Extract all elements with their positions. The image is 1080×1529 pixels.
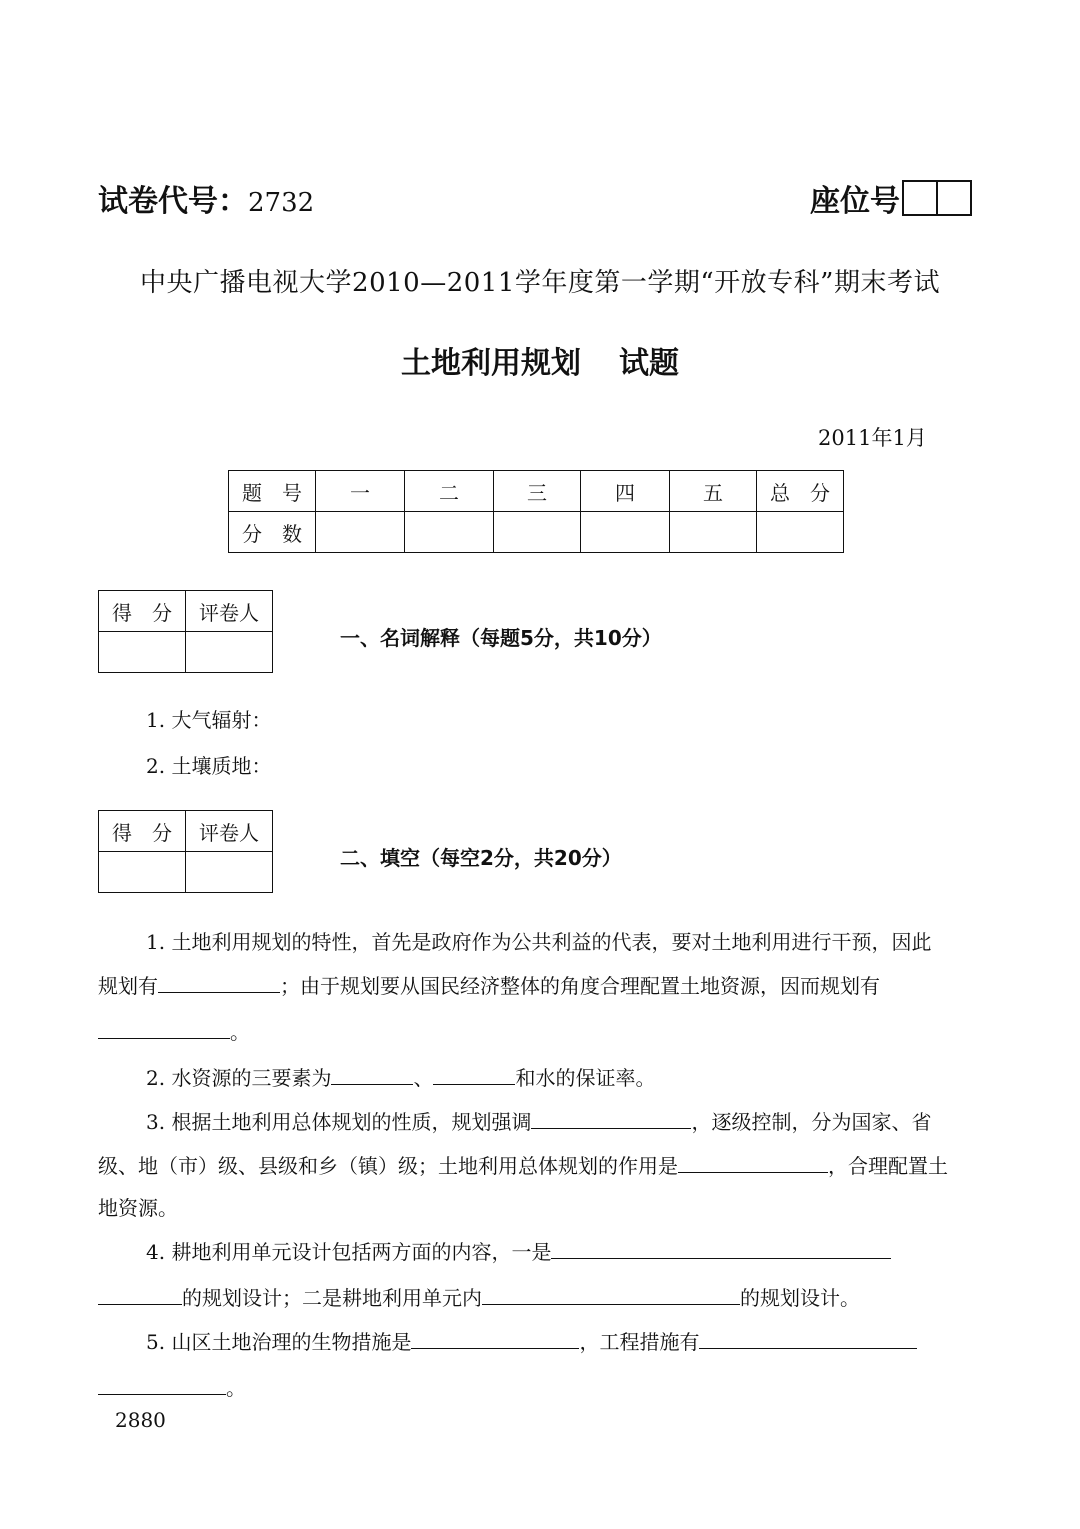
question-text: 5. 山区土地治理的生物措施是 <box>146 1330 412 1354</box>
subject-name: 土地利用规划 <box>401 346 581 381</box>
question-4-line2 <box>98 1286 860 1310</box>
question-text: 4. 耕地利用单元设计包括两方面的内容，一是 <box>146 1240 552 1264</box>
question-3-line3: 地资源。 <box>98 1196 178 1220</box>
grader-score-cell[interactable] <box>99 852 186 893</box>
grader-reviewer-cell[interactable] <box>186 632 273 673</box>
question-4-line1 <box>146 1240 891 1264</box>
question-text: 。 <box>226 1376 246 1400</box>
answer-blank[interactable] <box>158 991 280 993</box>
answer-blank[interactable] <box>482 1303 740 1305</box>
question-text: 的规划设计；二是耕地利用单元内 <box>182 1286 482 1310</box>
answer-blank[interactable] <box>331 1083 413 1085</box>
score-table-cell: 三 <box>494 471 581 512</box>
score-table-cell: 题 号 <box>229 471 316 512</box>
answer-blank[interactable] <box>98 1393 226 1395</box>
question-text: ，工程措施有 <box>579 1330 700 1354</box>
exam-code-value: 2732 <box>248 188 315 218</box>
score-input-cell[interactable] <box>316 512 405 553</box>
section1-title: 一、名词解释（每题5分，共10分） <box>340 626 662 650</box>
score-input-cell[interactable] <box>757 512 844 553</box>
exam-title <box>0 338 1080 382</box>
answer-blank[interactable] <box>531 1127 691 1129</box>
exam-code <box>98 176 314 220</box>
answer-blank[interactable] <box>411 1347 579 1349</box>
question-text: 的规划设计。 <box>740 1286 860 1310</box>
grader-score-label: 得 分 <box>99 811 186 852</box>
answer-blank[interactable] <box>98 1037 230 1039</box>
seat-box-1[interactable] <box>902 180 938 216</box>
answer-blank[interactable] <box>699 1347 917 1349</box>
score-input-cell[interactable] <box>405 512 494 553</box>
question-text: ，逐级控制，分为国家、省 <box>691 1110 932 1134</box>
answer-blank[interactable] <box>98 1303 182 1305</box>
score-input-cell[interactable] <box>670 512 757 553</box>
answer-blank[interactable] <box>551 1257 891 1259</box>
answer-blank[interactable] <box>678 1171 828 1173</box>
question-text: 和水的保证率。 <box>515 1066 656 1090</box>
score-table-cell: 分 数 <box>229 512 316 553</box>
question-text: 。 <box>230 1020 250 1044</box>
score-input-cell[interactable] <box>494 512 581 553</box>
score-table-cell: 四 <box>581 471 670 512</box>
score-table <box>228 470 844 553</box>
score-table-cell: 一 <box>316 471 405 512</box>
score-table-score-row <box>229 512 844 553</box>
page-number: 2880 <box>115 1408 166 1432</box>
score-table-header-row <box>229 471 844 512</box>
exam-code-label: 试卷代号： <box>98 184 248 219</box>
grader-reviewer-label: 评卷人 <box>186 591 273 632</box>
section1-item: 1. 大气辐射： <box>146 708 272 732</box>
question-3-line2 <box>98 1154 948 1178</box>
question-text: ；由于规划要从国民经济整体的角度合理配置土地资源，因而规划有 <box>280 974 880 998</box>
score-table-cell: 五 <box>670 471 757 512</box>
grader-reviewer-label: 评卷人 <box>186 811 273 852</box>
question-text: 规划有 <box>98 974 158 998</box>
grader-box-section1 <box>98 590 273 673</box>
question-2 <box>146 1066 655 1090</box>
score-input-cell[interactable] <box>581 512 670 553</box>
grader-box-section2 <box>98 810 273 893</box>
seat-box-2[interactable] <box>936 180 972 216</box>
question-1-line2 <box>98 974 880 998</box>
question-1-line1: 1. 土地利用规划的特性，首先是政府作为公共利益的代表，要对土地利用进行干预，因此 <box>146 930 932 954</box>
score-table-cell: 总 分 <box>757 471 844 512</box>
question-text: 、 <box>413 1066 434 1090</box>
institution-line: 中央广播电视大学2010—2011学年度第一学期“开放专科”期末考试 <box>140 268 940 298</box>
question-text: ，合理配置土 <box>828 1154 948 1178</box>
question-text: 2. 水资源的三要素为 <box>146 1066 332 1090</box>
question-1-line3 <box>98 1020 250 1044</box>
grader-reviewer-cell[interactable] <box>186 852 273 893</box>
section1-item: 2. 土壤质地： <box>146 754 272 778</box>
exam-date: 2011年1月 <box>818 426 927 450</box>
seat-number-label: 座位号 <box>810 184 900 219</box>
section2-title: 二、填空（每空2分，共20分） <box>340 846 622 870</box>
question-5-line1 <box>146 1330 917 1354</box>
title-suffix: 试题 <box>619 346 679 381</box>
question-3-line1 <box>146 1110 931 1134</box>
grader-score-label: 得 分 <box>99 591 186 632</box>
question-text: 3. 根据土地利用总体规划的性质，规划强调 <box>146 1110 532 1134</box>
seat-number <box>810 176 972 220</box>
question-text: 级、地（市）级、县级和乡（镇）级；土地利用总体规划的作用是 <box>98 1154 678 1178</box>
grader-score-cell[interactable] <box>99 632 186 673</box>
answer-blank[interactable] <box>433 1083 515 1085</box>
question-5-line2 <box>98 1376 246 1400</box>
score-table-cell: 二 <box>405 471 494 512</box>
